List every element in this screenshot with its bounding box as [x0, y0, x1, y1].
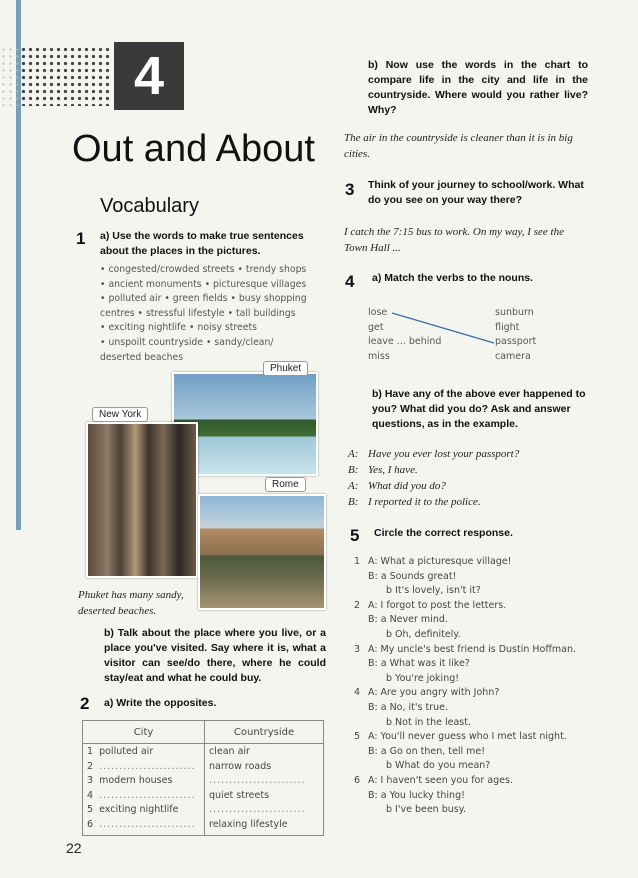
exercise-2a-instruction: a) Write the opposites. [104, 697, 217, 709]
exercise-3-number: 3 [345, 180, 355, 199]
new-york-label: New York [92, 407, 148, 422]
response-item [354, 599, 614, 643]
exercise-5-instruction: Circle the correct response. [374, 527, 513, 539]
table-row [87, 790, 200, 805]
table-row [87, 819, 200, 834]
city-blank[interactable]: ........................ [99, 789, 196, 801]
response-item [354, 730, 614, 774]
opposites-table [82, 720, 324, 836]
exercise-2b-example: The air in the countryside is cleaner than it is in big cities. [344, 132, 573, 160]
word-line: deserted beaches [100, 351, 184, 363]
speaker: B: [348, 496, 359, 508]
line-text: Have you ever lost your passport? [368, 448, 520, 460]
word-list [100, 263, 318, 365]
line-text: I reported it to the police. [368, 496, 481, 508]
verb-item[interactable]: get [368, 321, 384, 333]
noun-item[interactable]: flight [495, 321, 520, 333]
line-text: What did you do? [368, 480, 446, 492]
option-a[interactable]: B: a No, it's true. [368, 701, 448, 713]
city-blank[interactable]: ........................ [99, 760, 196, 772]
word-line: centres • stressful lifestyle • tall buildings [100, 307, 296, 319]
speaker: A: [348, 448, 359, 460]
response-item [354, 555, 614, 599]
item-number: 1 [354, 556, 361, 567]
nouns-list [495, 306, 536, 364]
table-header-city: City [83, 721, 205, 744]
section-heading: Vocabulary [100, 195, 199, 217]
table-row [87, 761, 200, 776]
speaker: A: [348, 480, 359, 492]
word-line: • unspoilt countryside • sandy/clean/ [100, 336, 274, 348]
countryside-cell: quiet streets [209, 789, 270, 801]
item-number: 3 [354, 643, 361, 655]
table-row [87, 746, 200, 761]
verb-item[interactable]: leave ... behind [368, 336, 442, 347]
exercise-2b-instruction: b) Now use the words in the chart to compare life in the city and life in the countryside. Where would you rather live? Why? [368, 59, 588, 116]
noun-item[interactable]: camera [495, 350, 531, 362]
row-number: 4 [87, 789, 94, 801]
dialogue [348, 446, 588, 510]
city-column [83, 744, 205, 836]
option-b[interactable]: b What do you mean? [386, 760, 491, 772]
speaker: B: [348, 464, 359, 476]
exercise-1b-instruction: b) Talk about the place where you live, or a place you've visited. Say where it is, what a visitor can see/do there, where he could stay/eat and what he could buy. [104, 627, 326, 684]
item-number: 4 [354, 687, 361, 699]
item-number: 2 [354, 599, 361, 611]
option-a[interactable]: B: a You lucky thing! [368, 789, 465, 801]
response-item [354, 686, 614, 730]
unit-number-box: 4 [114, 42, 184, 110]
rome-label: Rome [265, 477, 306, 492]
response-item [354, 774, 614, 818]
countryside-cell: clean air [209, 746, 250, 757]
exercise-4-number: 4 [345, 272, 355, 291]
item-number: 6 [354, 774, 361, 786]
row-number: 3 [87, 775, 94, 786]
countryside-cell: relaxing lifestyle [209, 818, 288, 830]
option-a[interactable]: B: a Sounds great! [368, 570, 457, 582]
prompt-line: A: You'll never guess who I met last night. [368, 731, 567, 743]
countryside-column [205, 744, 324, 836]
page-number: 22 [66, 840, 82, 856]
prompt-line: A: My uncle's best friend is Dustin Hoffman. [368, 643, 577, 655]
table-header-countryside: Countryside [205, 721, 324, 744]
option-b[interactable]: b Oh, definitely. [386, 628, 461, 640]
rome-photo [198, 494, 326, 610]
dialogue-line [348, 494, 588, 510]
countryside-cell: narrow roads [209, 760, 272, 772]
unit-title: Out and About [72, 128, 315, 170]
exercise-5-number: 5 [350, 526, 360, 545]
prompt-line: A: I haven't seen you for ages. [368, 774, 513, 786]
word-line: • polluted air • green fields • busy shopping [100, 293, 307, 305]
match-line [390, 310, 500, 350]
noun-item[interactable]: sunburn [495, 307, 534, 318]
option-b[interactable]: b You're joking! [386, 672, 460, 684]
item-number: 5 [354, 731, 361, 743]
option-a[interactable]: B: a Never mind. [368, 614, 448, 626]
response-list [354, 555, 614, 818]
exercise-4b-instruction: b) Have any of the above ever happened to you? What did you do? Ask and answer questions, as in the example. [372, 388, 586, 430]
verb-item[interactable]: lose [368, 307, 388, 318]
city-cell: modern houses [99, 775, 173, 786]
verb-item[interactable]: miss [368, 350, 390, 362]
exercise-3-instruction: Think of your journey to school/work. What do you see on your way there? [368, 179, 584, 206]
option-b[interactable]: b I've been busy. [386, 804, 466, 816]
word-line: • ancient monuments • picturesque villages [100, 278, 307, 290]
table-row [87, 775, 200, 790]
prompt-line: A: I forgot to post the letters. [368, 599, 507, 611]
line-text: Yes, I have. [368, 464, 418, 476]
dialogue-line [348, 478, 588, 494]
word-line: • exciting nightlife • noisy streets [100, 322, 257, 334]
new-york-photo [86, 422, 198, 578]
row-number: 5 [87, 804, 94, 815]
exercise-1-example: Phuket has many sandy, deserted beaches. [78, 589, 184, 617]
city-cell: polluted air [99, 746, 154, 757]
prompt-line: A: What a picturesque village! [368, 556, 512, 567]
dialogue-line [348, 446, 588, 462]
city-blank[interactable]: ........................ [99, 818, 196, 830]
dialogue-line [348, 462, 588, 478]
phuket-label: Phuket [263, 361, 308, 376]
exercise-2-number: 2 [80, 694, 90, 713]
word-line: • congested/crowded streets • trendy shops [100, 264, 307, 275]
countryside-blank[interactable]: ........................ [209, 804, 306, 815]
countryside-blank[interactable]: ........................ [209, 775, 306, 786]
row-number: 1 [87, 746, 94, 757]
row-number: 2 [87, 760, 94, 772]
exercise-3-example: I catch the 7:15 bus to work. On my way, I see the Town Hall ... [344, 226, 564, 254]
prompt-line: A: Are you angry with John? [368, 687, 500, 699]
exercise-4a-instruction: a) Match the verbs to the nouns. [372, 272, 534, 284]
option-b[interactable]: b It's lovely, isn't it? [386, 585, 481, 597]
table-row [87, 804, 200, 819]
dot-pattern [20, 46, 112, 106]
noun-item[interactable]: passport [495, 336, 537, 347]
option-b[interactable]: b Not in the least. [386, 716, 472, 728]
option-a[interactable]: B: a What was it like? [368, 658, 470, 670]
exercise-1a-instruction: a) Use the words to make true sentences about the places in the pictures. [100, 230, 304, 257]
dot-pattern-faint [0, 46, 20, 106]
exercise-1-number: 1 [76, 229, 86, 248]
response-item [354, 643, 614, 687]
city-cell: exciting nightlife [99, 804, 179, 815]
row-number: 6 [87, 818, 94, 830]
option-a[interactable]: B: a Go on then, tell me! [368, 745, 486, 757]
